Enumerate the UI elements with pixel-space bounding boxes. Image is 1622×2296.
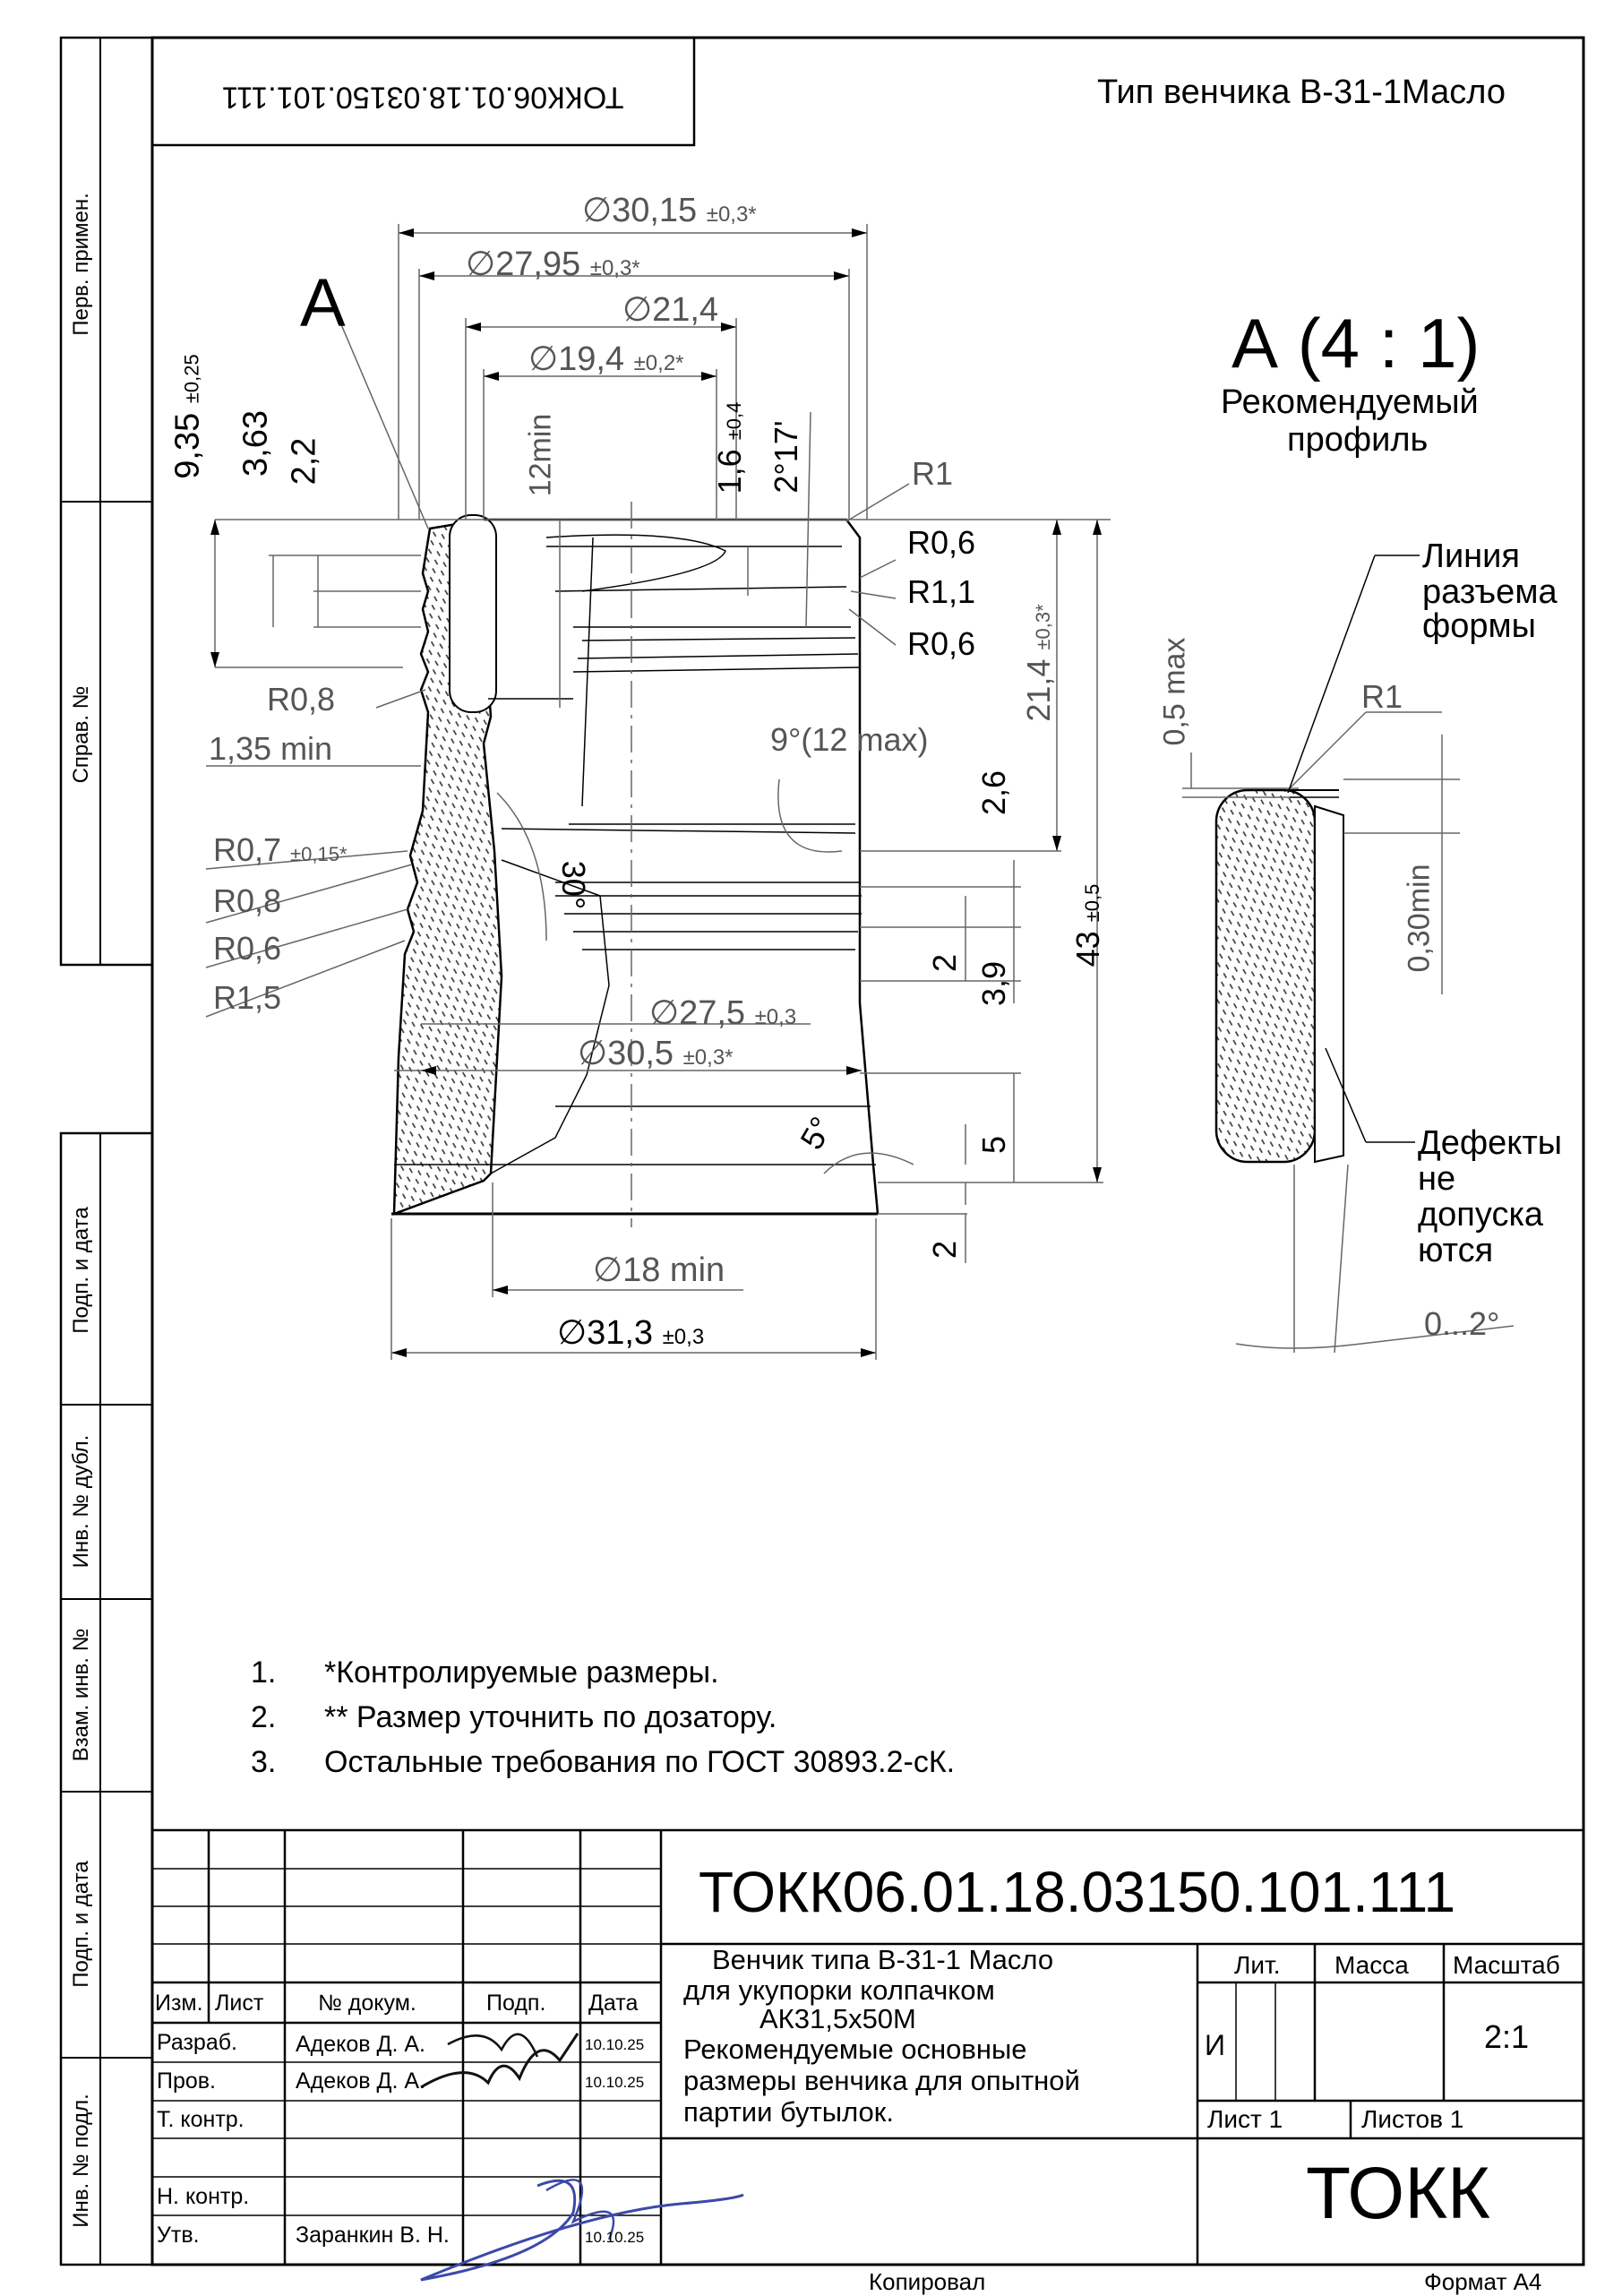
tb-row-prov: Пров. (157, 2068, 217, 2094)
stamp-inv-podl: Инв. № подл. (69, 2094, 93, 2228)
tb-razrab-date: 10.10.25 (585, 2036, 645, 2053)
note-3-text: Остальные требования по ГОСТ 30893.2-сК. (324, 1745, 956, 1779)
tb-utv-date: 10.10.25 (585, 2229, 645, 2246)
dim-d313: ∅31,3 ±0,3 (557, 1314, 705, 1352)
tb-lit-label: Лит. (1234, 1951, 1281, 1979)
tb-scale-value: 2:1 (1484, 2018, 1530, 2055)
stamp-podp-data-1: Подп. и дата (69, 1207, 93, 1334)
detail-dim-05max: 0,5 max (1157, 637, 1192, 746)
defects-label-1: Дефекты (1418, 1124, 1563, 1162)
tb-razrab-name: Адеков Д. А. (296, 2032, 425, 2057)
signature-prov (421, 2034, 578, 2087)
dim-d194: ∅19,4 ±0,2* (528, 340, 684, 378)
tb-row-utv: Утв. (157, 2223, 200, 2248)
tb-utv-name: Заранкин В. Н. (296, 2223, 450, 2248)
dim-ang217: 2°17' (768, 420, 804, 494)
dim-h5: 5 (975, 1135, 1012, 1155)
dim-r06a: R0,6 (907, 524, 976, 561)
defects-label-2: не (1418, 1160, 1456, 1198)
note-2-num: 2. (251, 1700, 277, 1734)
detail-dim-030min: 0,30min (1402, 864, 1437, 973)
tb-name-2: для укупорки колпачком (683, 1974, 995, 2006)
dim-d275: ∅27,5 ±0,3 (649, 994, 797, 1032)
dim-h363: 3,63 (236, 410, 275, 477)
tb-masshtab-label: Масштаб (1453, 1951, 1560, 1979)
note-1-num: 1. (251, 1655, 277, 1690)
dim-r15: R1,5 (213, 979, 282, 1016)
tb-name-1: Венчик типа В-31-1 Масло (712, 1944, 1054, 1975)
parting-line-label-1: Линия (1422, 537, 1520, 575)
dim-r08b: R0,8 (213, 882, 282, 919)
note-1-text: *Контролируемые размеры. (324, 1655, 719, 1690)
dim-135min: 1,35 min (209, 730, 333, 767)
detail-view-a (1216, 782, 1343, 1165)
tb-row-tkontr: Т. контр. (157, 2107, 245, 2132)
defects-label-4: ются (1418, 1232, 1494, 1269)
dim-h12min: 12min (523, 413, 558, 497)
stamp-perv-primen: Перв. примен. (69, 193, 93, 336)
stamp-vzam-inv: Взам. инв. № (69, 1628, 93, 1762)
dim-h43: 43 ±0,5 (1069, 883, 1106, 967)
dim-r1: R1 (912, 455, 954, 492)
drawing-title: Тип венчика В-31-1Масло (1097, 73, 1506, 111)
dim-h2b: 2 (926, 1240, 963, 1260)
dim-h214: 21,4 ±0,3* (1020, 604, 1057, 722)
dim-d3015: ∅30,15 ±0,3* (582, 192, 757, 229)
stamp-podp-data-2: Подп. и дата (69, 1861, 93, 1988)
dim-r06c: R0,6 (213, 930, 282, 967)
tb-hdr-izm: Изм. (155, 1991, 203, 2016)
tb-designation: ТОКК06.01.18.03150.101.111 (699, 1860, 1456, 1924)
dim-d18: ∅18 min (593, 1251, 725, 1289)
tb-org: ТОКК (1306, 2153, 1490, 2234)
tb-name-4: Рекомендуемые основные (683, 2034, 1027, 2065)
dim-ang9: 9°(12 max) (770, 721, 929, 758)
parting-line-label-2: разъема (1422, 573, 1558, 611)
note-2-text: ** Размер уточнить по дозатору. (324, 1700, 777, 1734)
dimension-arrows (210, 228, 1102, 1357)
stamp-inv-dubl: Инв. № дубл. (69, 1434, 93, 1569)
note-3-num: 3. (251, 1745, 277, 1779)
tb-sheet: Лист 1 (1207, 2105, 1283, 2133)
dim-r11: R1,1 (907, 573, 976, 610)
dim-h22: 2,2 (285, 437, 323, 486)
dim-h2a: 2 (926, 953, 963, 973)
tb-row-nkontr: Н. контр. (157, 2184, 250, 2209)
tb-prov-name: Адеков Д. А. (296, 2068, 425, 2094)
inverted-designation: ТОКК06.01.18.03150.101.111 (221, 80, 624, 115)
stamp-sprav-no: Справ. № (69, 685, 93, 784)
view-label-a: A (300, 265, 346, 341)
tb-hdr-list: Лист (215, 1991, 264, 2016)
tb-name-3: АК31,5х50М (760, 2003, 916, 2034)
detail-subtitle-1: Рекомендуемый (1221, 383, 1479, 421)
parting-line-label-3: формы (1422, 607, 1536, 645)
defects-label-3: допуска (1418, 1196, 1544, 1234)
footer-format: Формат А4 (1424, 2268, 1542, 2295)
dim-d305: ∅30,5 ±0,3* (578, 1035, 734, 1072)
tb-hdr-doc: № докум. (318, 1991, 416, 2016)
detail-dim-angle: 0...2° (1424, 1305, 1500, 1342)
dim-h26: 2,6 (975, 770, 1012, 816)
detail-dim-r1: R1 (1361, 678, 1403, 715)
tb-name-6: партии бутылок. (683, 2096, 894, 2128)
dim-r07: R0,7 ±0,15* (213, 831, 348, 868)
tb-hdr-podp: Подп. (486, 1991, 546, 2016)
tb-massa-label: Масса (1335, 1951, 1409, 1979)
dim-r06b: R0,6 (907, 625, 976, 662)
dim-h39: 3,9 (975, 960, 1012, 1007)
dim-ang5: 5° (793, 1110, 840, 1156)
detail-subtitle-2: профиль (1287, 421, 1429, 459)
dim-h935: 9,35 ±0,25 (168, 354, 207, 479)
detail-title: А (4 : 1) (1232, 304, 1480, 383)
tb-lit-value: И (1205, 2029, 1225, 2061)
tb-prov-date: 10.10.25 (585, 2074, 645, 2091)
dim-ang30: 30° (555, 860, 592, 910)
tb-hdr-data: Дата (588, 1991, 639, 2016)
dim-d2795: ∅27,95 ±0,3* (466, 245, 640, 283)
dim-d214: ∅21,4 (622, 291, 719, 329)
footer-copied: Копировал (869, 2268, 986, 2295)
dim-r08a: R0,8 (267, 681, 336, 718)
tb-sheets: Листов 1 (1361, 2105, 1464, 2133)
tb-row-razrab: Разраб. (157, 2030, 238, 2055)
dim-h16: 1,6 ±0,4 (711, 401, 748, 494)
tb-name-5: размеры венчика для опытной (683, 2065, 1080, 2096)
